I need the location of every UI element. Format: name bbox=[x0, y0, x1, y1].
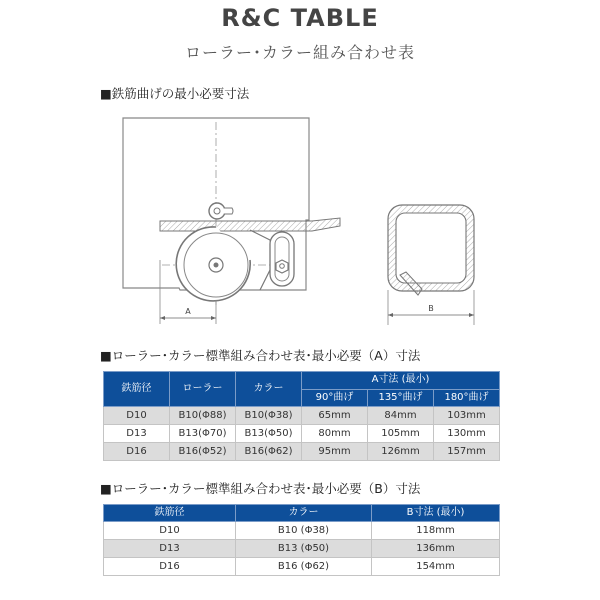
cell-roller: B10(Φ88) bbox=[170, 407, 236, 425]
cell-roller: B13(Φ70) bbox=[170, 425, 236, 443]
cell-b135: 84mm bbox=[368, 407, 434, 425]
th-bend-90: 90°曲げ bbox=[302, 389, 368, 407]
cell-b180: 157mm bbox=[434, 443, 500, 461]
cell-rebar: D10 bbox=[104, 407, 170, 425]
cell-b135: 126mm bbox=[368, 443, 434, 461]
cell-collar: B13(Φ50) bbox=[236, 425, 302, 443]
cell-b90: 95mm bbox=[302, 443, 368, 461]
th-rebar: 鉄筋径 bbox=[104, 505, 236, 522]
th-collar: カラー bbox=[236, 505, 372, 522]
cell-rebar: D16 bbox=[104, 558, 236, 576]
cell-rebar: D10 bbox=[104, 522, 236, 540]
page-subtitle: ローラー･カラー組み合わせ表 bbox=[184, 43, 415, 62]
table-b-dimensions bbox=[103, 504, 500, 576]
cell-rebar: D13 bbox=[104, 540, 236, 558]
table-row bbox=[104, 425, 500, 443]
cell-b135: 105mm bbox=[368, 425, 434, 443]
th-a-dimension: A寸法 (最小) bbox=[302, 372, 500, 390]
cell-b: 136mm bbox=[372, 540, 500, 558]
th-rebar: 鉄筋径 bbox=[104, 372, 170, 407]
table-row bbox=[104, 443, 500, 461]
roller-axle bbox=[214, 263, 219, 268]
page-title: R&C TABLE bbox=[221, 4, 379, 32]
cell-b180: 130mm bbox=[434, 425, 500, 443]
cell-collar: B16(Φ62) bbox=[236, 443, 302, 461]
cell-rebar: D13 bbox=[104, 425, 170, 443]
section-heading-min-dimensions: ■鉄筋曲げの最小必要寸法 bbox=[100, 86, 250, 101]
bending-diagram bbox=[100, 100, 500, 325]
adjust-nut bbox=[276, 260, 288, 273]
rebar-bar bbox=[160, 218, 340, 231]
cell-collar: B10(Φ38) bbox=[236, 407, 302, 425]
cell-b: 154mm bbox=[372, 558, 500, 576]
th-bend-135: 135°曲げ bbox=[368, 389, 434, 407]
table-a-dimensions bbox=[103, 371, 500, 461]
th-b-dimension: B寸法 (最小) bbox=[372, 505, 500, 522]
th-collar: カラー bbox=[236, 372, 302, 407]
adjust-slot bbox=[270, 232, 294, 286]
collar-circle bbox=[209, 203, 225, 219]
cell-rebar: D16 bbox=[104, 443, 170, 461]
cell-b: 118mm bbox=[372, 522, 500, 540]
roller-circle bbox=[176, 227, 250, 301]
collar-tab bbox=[224, 208, 233, 214]
table-row bbox=[104, 540, 500, 558]
table1-heading: ■ローラー･カラー標準組み合わせ表･最小必要（A）寸法 bbox=[100, 348, 421, 363]
cell-collar: B13 (Φ50) bbox=[236, 540, 372, 558]
table2-heading: ■ローラー･カラー標準組み合わせ表･最小必要（B）寸法 bbox=[100, 481, 421, 496]
cell-collar: B16 (Φ62) bbox=[236, 558, 372, 576]
cell-b90: 65mm bbox=[302, 407, 368, 425]
th-roller: ローラー bbox=[170, 372, 236, 407]
table-row bbox=[104, 407, 500, 425]
th-bend-180: 180°曲げ bbox=[434, 389, 500, 407]
cell-b180: 103mm bbox=[434, 407, 500, 425]
table-row bbox=[104, 558, 500, 576]
cell-collar: B10 (Φ38) bbox=[236, 522, 372, 540]
dim-a-label: A bbox=[185, 307, 191, 316]
dim-b-label: B bbox=[428, 304, 434, 313]
table-row bbox=[104, 522, 500, 540]
cell-b90: 80mm bbox=[302, 425, 368, 443]
cell-roller: B16(Φ52) bbox=[170, 443, 236, 461]
